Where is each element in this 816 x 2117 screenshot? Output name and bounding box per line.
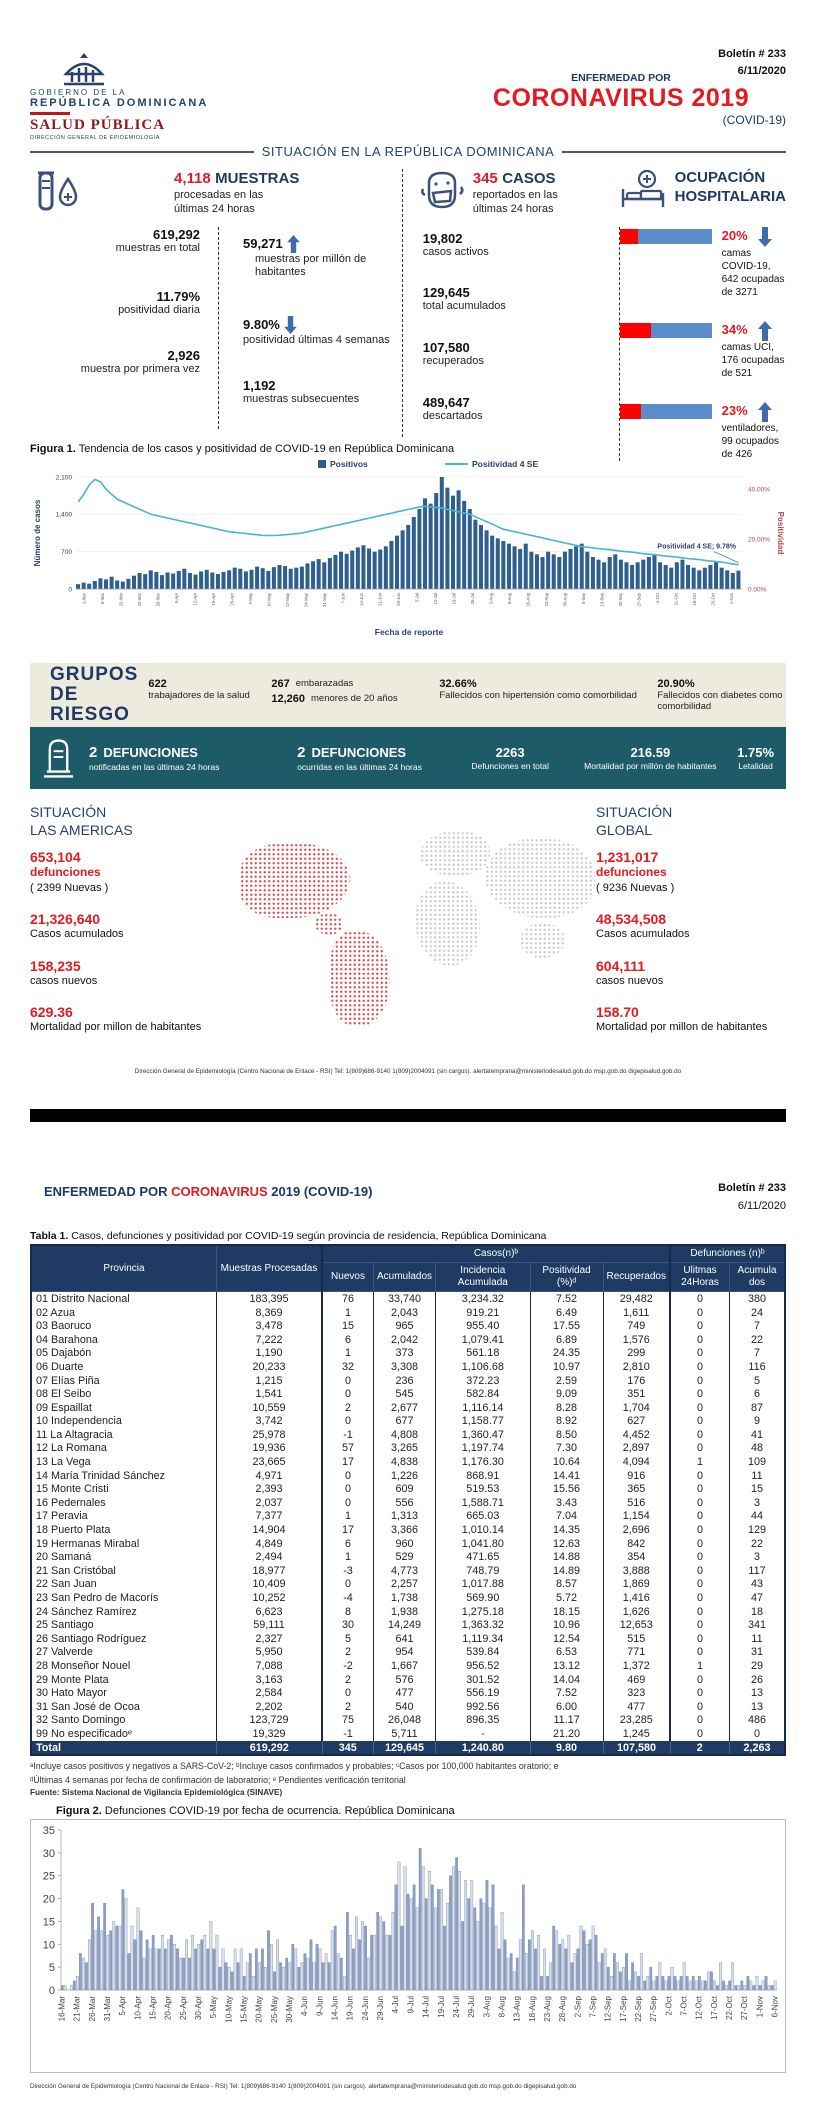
arrow-up-icon [758, 402, 772, 422]
table-row: 99 No especificadoᵉ 19,329 -1 5,711 - 21.20 1,245 0 0 [31, 1727, 785, 1741]
casos-activos-label: casos activos [422, 245, 489, 258]
table-row: 30 Hato Mayor 2,584 0 477 556.19 7.52 323 0 13 [31, 1686, 785, 1700]
svg-text:1-Mar: 1-Mar [81, 593, 87, 604]
page-divider [30, 1109, 786, 1122]
casos-activos-value: 19,802 [422, 230, 463, 246]
page1-header [30, 46, 786, 142]
table-row: 23 San Pedro de Macorís 10,252 -4 1,738 569.90 5.72 1,416 0 47 [31, 1591, 785, 1605]
svg-text:0.00%: 0.00% [748, 586, 767, 594]
svg-text:18-Aug: 18-Aug [527, 1996, 537, 2022]
arrow-up-icon [287, 235, 300, 253]
muestras-left-substats [30, 227, 218, 429]
svg-text:23-Aug: 23-Aug [543, 593, 549, 607]
descartados-label: descartados [422, 409, 483, 422]
table-row: 04 Barahona 7,222 6 2,042 1,079.41 6.89 1,576 0 22 [31, 1333, 785, 1347]
svg-text:12-Jul: 12-Jul [432, 593, 438, 605]
hospital-column [605, 169, 786, 460]
page-2 [0, 1122, 816, 2090]
svg-text:8-Aug: 8-Aug [497, 1996, 507, 2018]
table-row: 17 Peravia 7,377 1 1,313 665.03 7.04 1,154 0 44 [31, 1510, 785, 1524]
svg-text:29-Jul: 29-Jul [467, 1996, 477, 2018]
table-row: 11 La Altagracia 25,978 -1 4,808 1,360.47 8.50 4,452 0 41 [31, 1428, 785, 1442]
casos-column [402, 169, 605, 437]
svg-text:14-Jun: 14-Jun [358, 593, 364, 606]
def-letalidad: 1.75% Letalidad [737, 745, 775, 771]
riesgo-trabajadores: 622 trabajadores de la salud [148, 677, 250, 701]
table-footnotes [30, 1760, 786, 1799]
figura1-caption-text: Tendencia de los casos y positividad de COVID-19 en República Dominicana [75, 443, 455, 455]
table-row: 27 Valverde 5,950 2 954 539.84 6.53 771 0 31 [31, 1646, 785, 1660]
svg-text:4-Oct: 4-Oct [654, 593, 660, 604]
table-row: 03 Baoruco 3,478 15 965 955.40 17.55 749 0 7 [31, 1319, 785, 1333]
svg-text:31-Mar: 31-Mar [103, 1996, 112, 2022]
logo-direccion-general: DIRECCIÓN GENERAL DE EPIDEMIOLOGÍA [30, 135, 160, 141]
situacion-section [30, 803, 786, 1050]
table-row: 02 Azua 8,369 1 2,043 919.21 6.49 1,611 0 24 [31, 1306, 785, 1320]
provincia-table-body [31, 1292, 785, 1756]
svg-text:28-Jun: 28-Jun [395, 593, 401, 606]
world-dot-map [220, 803, 596, 1033]
figura1-caption-bold: Figura 1. [30, 443, 76, 455]
def-ocurridas: 2 DEFUNCIONES ocurridas en las últimas 24 horas [297, 743, 422, 772]
positividad-diaria-value: 11.79% [156, 289, 200, 305]
global-defunciones-value: 1,231,017 [596, 849, 659, 866]
situacion-global: SITUACIÓN GLOBAL 1,231,017 defunciones ( 9236 Nuevas ) 48,534,508 Casos acumulados 604,111 casos nuevos 158.70 Mortalidad por millon de habitantes [596, 803, 786, 1050]
svg-text:25-May: 25-May [269, 1996, 279, 2023]
global-acumulados-value: 48,534,508 [596, 911, 667, 928]
hospital-title-line2: HOSPITALARIA [674, 187, 786, 205]
svg-text:26-Jul: 26-Jul [469, 593, 475, 605]
casos-acumulados-value: 129,645 [422, 285, 470, 301]
table-row: 18 Puerto Plata 14,904 17 3,366 1,010.14 14.35 2,696 0 129 [31, 1523, 785, 1537]
page2-footer: Dirección General de Epidemiología (Centro Nacional de Enlace - RSI) Tel: 1(809)686-9140 1(809)2004091 (sin cargos). alertatemprana@ministeriodesalud.gob.do msp.gob.do digepisalud.gob.do [30, 2083, 577, 2091]
svg-text:3-Aug: 3-Aug [482, 1996, 492, 2018]
camas-covid-label: camas COVID-19, 642 ocupadas de 3271 [721, 248, 785, 298]
subsecuentes-label: muestras subsecuentes [243, 393, 360, 406]
casos-24h-label: reportados en las últimas 24 horas [472, 189, 558, 215]
page2-header [30, 1180, 786, 1224]
muestras-column [30, 169, 402, 437]
svg-text:Positividad 4 SE: Positividad 4 SE [472, 459, 539, 469]
riesgo-diabetes: 20.90% Fallecidos con diabetes como comorbilidad [657, 677, 783, 712]
svg-text:7-Sep: 7-Sep [588, 1996, 598, 2018]
svg-text:9-Jun: 9-Jun [315, 1996, 325, 2017]
table-row: 32 Santo Domingo 123,729 75 26,048 896.35 11.17 23,285 0 486 [31, 1714, 785, 1728]
table-row: 26 Santiago Rodríguez 2,327 5 641 1,119.34 12.54 515 0 11 [31, 1632, 785, 1646]
positividad-4sem-value: 9.80% [243, 317, 280, 333]
tabla1-caption: Tabla 1. Casos, defunciones y positividad por COVID-19 según provincia de residencia, República Dominicana [30, 1230, 547, 1243]
primera-vez-value: 2,926 [167, 348, 200, 363]
mask-face-icon [419, 169, 465, 213]
svg-text:17-Oct: 17-Oct [709, 1996, 719, 2021]
footnote-source: Fuente: Sistema Nacional de Vigilancia Epidemiológica (SINAVE) [30, 1787, 283, 1797]
muestras-right-substats [218, 227, 402, 429]
svg-text:12-Apr: 12-Apr [192, 593, 198, 606]
figura1-chart [30, 457, 786, 657]
svg-text:Fecha de reporte: Fecha de reporte [374, 627, 444, 637]
table-row: 16 Pedernales 2,037 0 556 1,588.71 3.43 516 0 3 [31, 1496, 785, 1510]
svg-text:29-Mar: 29-Mar [155, 593, 161, 607]
svg-text:17-Sep: 17-Sep [618, 1996, 628, 2022]
muestras-total-label: muestras en total [115, 241, 200, 254]
svg-text:10: 10 [42, 1939, 55, 1952]
figura2-caption: Figura 2. Defunciones COVID-19 por fecha de ocurrencia. República Dominicana [56, 1805, 455, 1818]
table-row: 29 Monte Plata 3,163 2 576 301.52 14.04 469 0 26 [31, 1673, 785, 1687]
svg-text:19-Jun: 19-Jun [345, 1996, 355, 2021]
svg-text:2-Oct: 2-Oct [664, 1996, 674, 2016]
table-row: 14 María Trinidad Sánchez 4,971 0 1,226 868.91 14.41 916 0 11 [31, 1469, 785, 1483]
svg-text:12-Oct: 12-Oct [694, 1996, 704, 2021]
figura2-chart [30, 1819, 786, 2073]
americas-defunciones-value: 653,104 [30, 849, 81, 866]
tombstone-icon [42, 737, 75, 779]
svg-text:Positividad: Positividad [776, 511, 785, 555]
svg-text:30: 30 [42, 1847, 55, 1860]
svg-text:Positividad 4 SE; 9.78%: Positividad 4 SE; 9.78% [657, 543, 736, 551]
svg-text:29-Jun: 29-Jun [376, 1996, 386, 2021]
grupos-riesgo-band [30, 663, 786, 727]
svg-text:21-Jun: 21-Jun [377, 593, 383, 606]
disease-title-line3: (COVID-19) [722, 113, 786, 127]
svg-text:27-Sep: 27-Sep [636, 593, 642, 607]
hospital-bar-camas-uci [620, 321, 786, 380]
table-row: 24 Sánchez Ramírez 6,623 8 1,938 1,275.18 18.15 1,626 0 18 [31, 1605, 785, 1619]
svg-text:1-Nov: 1-Nov [728, 593, 734, 605]
primera-vez-label: muestra por primera vez [80, 363, 200, 375]
arrow-up-icon [758, 321, 772, 341]
section-title-rule [30, 144, 786, 159]
riesgo-hipertension: 32.66% Fallecidos con hipertensión como comorbilidad [439, 677, 637, 701]
camas-uci-pct: 34% [721, 321, 748, 337]
americas-acumulados-value: 21,326,640 [30, 911, 101, 928]
svg-text:25: 25 [42, 1870, 55, 1883]
table-row: 21 San Cristóbal 18,977 -3 4,773 748.79 14.89 3,888 0 117 [31, 1564, 785, 1578]
muestras-24h-label: procesadas en las últimas 24 horas [174, 189, 264, 215]
svg-text:27-Oct: 27-Oct [740, 1996, 750, 2021]
svg-text:22-Sep: 22-Sep [634, 1996, 643, 2022]
svg-text:23-Aug: 23-Aug [542, 1996, 552, 2022]
svg-text:13-Sep: 13-Sep [599, 593, 605, 607]
table-total-row: Total 619,292 345 129,645 1,240.80 9.80 107,580 2 2,263 [31, 1741, 785, 1756]
svg-text:26-Mar: 26-Mar [87, 1996, 97, 2022]
svg-text:12-Sep: 12-Sep [603, 1996, 613, 2022]
table-row: 10 Independencia 3,742 0 677 1,158.77 8.92 627 0 9 [31, 1415, 785, 1429]
svg-text:20-May: 20-May [254, 1996, 264, 2023]
svg-text:7-Jun: 7-Jun [340, 593, 346, 604]
svg-text:4-Jun: 4-Jun [300, 1996, 310, 2017]
page2-title: ENFERMEDAD POR CORONAVIRUS 2019 (COVID-19) [44, 1184, 373, 1200]
svg-text:19-Jul: 19-Jul [436, 1996, 446, 2018]
camas-covid-pct: 20% [721, 227, 748, 243]
global-nuevos-value: 604,111 [596, 957, 646, 974]
svg-text:31-May: 31-May [321, 593, 327, 607]
svg-text:2,100: 2,100 [55, 474, 72, 482]
table-row: 15 Monte Cristi 2,393 0 609 519.53 15.56 365 0 15 [31, 1482, 785, 1496]
svg-text:15: 15 [42, 1916, 55, 1929]
svg-text:20-Apr: 20-Apr [163, 1996, 173, 2021]
svg-text:7-Oct: 7-Oct [679, 1996, 689, 2016]
svg-text:25-Apr: 25-Apr [178, 1996, 188, 2021]
svg-text:15-Apr: 15-Apr [148, 1996, 158, 2021]
americas-nuevos-value: 158,235 [30, 957, 81, 974]
provincia-table [30, 1244, 786, 1756]
muestras-millon-value: 59,271 [243, 235, 283, 251]
svg-text:15-May: 15-May [239, 1996, 249, 2023]
casos-word: CASOS [502, 170, 556, 187]
svg-text:19-Apr: 19-Apr [210, 593, 216, 606]
svg-text:27-Sep: 27-Sep [649, 1996, 659, 2022]
table-row: 06 Duarte 20,233 32 3,308 1,106.68 10.97 2,810 0 116 [31, 1360, 785, 1374]
subsecuentes-value: 1,192 [243, 378, 276, 394]
svg-text:20-Sep: 20-Sep [617, 593, 623, 607]
table-row: 31 San José de Ocoa 2,202 2 540 992.56 6.00 477 0 13 [31, 1700, 785, 1714]
riesgo-embarazadas-menores: 267 embarazadas 12,260 menores de 20 años [271, 677, 398, 705]
muestras-millon-label: muestras por millón de habitantes [255, 252, 367, 279]
svg-text:9-Jul: 9-Jul [406, 1996, 416, 2014]
svg-text:9-Aug: 9-Aug [506, 593, 512, 605]
provincia-table-header: Provincia Muestras Procesadas Casos(n)ᵇ Defunciones (n)ᵇ Nuevos Acumulados Incidencia Acumulada Positividad (%)ᵈ Recuperados Ulitmas 24Horas Acumula dos [31, 1245, 785, 1292]
svg-text:15-Mar: 15-Mar [118, 593, 124, 607]
table-row: 07 Elías Piña 1,215 0 236 372.23 2.59 176 0 5 [31, 1374, 785, 1388]
muestras-word: MUESTRAS [215, 170, 300, 187]
muestras-total-value: 619,292 [153, 226, 200, 242]
svg-text:16-Aug: 16-Aug [525, 593, 531, 607]
svg-text:2-Sep: 2-Sep [573, 1996, 583, 2018]
table-row: 19 Hermanas Mirabal 4,849 6 960 1,041.80 12.63 842 0 22 [31, 1537, 785, 1551]
svg-text:30-Apr: 30-Apr [194, 1996, 203, 2021]
national-crest-icon [58, 52, 110, 86]
disease-title [456, 72, 786, 127]
svg-text:700: 700 [61, 548, 72, 556]
casos-24h-value: 345 [472, 170, 498, 187]
logo-underline [30, 112, 70, 115]
arrow-down-icon [284, 316, 297, 334]
svg-text:5-Jul: 5-Jul [414, 593, 420, 603]
table-row: 08 El Seibo 1,541 0 545 582.84 9.09 351 0 6 [31, 1387, 785, 1401]
svg-text:8-Mar: 8-Mar [99, 593, 105, 604]
arrow-down-icon [758, 227, 772, 247]
test-tube-icon [30, 169, 82, 215]
svg-text:18-Oct: 18-Oct [691, 593, 697, 606]
occupancy-bar [620, 404, 712, 419]
table-row: 22 San Juan 10,409 0 2,257 1,017.88 8.57 1,869 0 43 [31, 1578, 785, 1592]
svg-text:3-May: 3-May [247, 593, 253, 605]
table-row: 20 Samaná 2,494 1 529 471.65 14.88 354 0 3 [31, 1550, 785, 1564]
svg-text:24-May: 24-May [303, 593, 309, 607]
table-row: 01 Distrito Nacional 183,395 76 33,740 3,234.32 7.52 29,482 0 380 [31, 1292, 785, 1306]
svg-text:5: 5 [48, 1962, 55, 1975]
table-row: 12 La Romana 19,936 57 3,265 1,197.74 7.30 2,897 0 48 [31, 1442, 785, 1456]
svg-text:10-May: 10-May [224, 1996, 234, 2023]
disease-title-line1: ENFERMEDAD POR [571, 72, 671, 84]
svg-text:28-Aug: 28-Aug [558, 1996, 568, 2022]
svg-text:0: 0 [48, 1985, 55, 1998]
section-title: SITUACIÓN EN LA REPÚBLICA DOMINICANA [261, 144, 555, 159]
hospital-title-line1: OCUPACIÓN [674, 169, 766, 186]
page2-bulletin: Boletín # 233 6/11/2020 [718, 1182, 786, 1212]
svg-text:10-May: 10-May [266, 593, 272, 607]
svg-text:14-Jul: 14-Jul [421, 1996, 431, 2018]
ventiladores-label: ventiladores, 99 ocupados de 426 [721, 423, 779, 460]
positividad-4sem-label: positividad últimas 4 semanas [243, 334, 390, 347]
svg-text:22-Oct: 22-Oct [725, 1996, 734, 2021]
table-row: 05 Dajabón 1,190 1 373 561.18 24.35 299 0 7 [31, 1347, 785, 1361]
camas-uci-label: camas UCI, 176 ocupadas de 521 [721, 342, 785, 379]
svg-text:19-Jul: 19-Jul [451, 593, 457, 605]
table-row: 13 La Vega 23,665 17 4,838 1,176.30 10.64 4,094 1 109 [31, 1455, 785, 1469]
svg-text:5-May: 5-May [209, 1996, 219, 2019]
svg-text:24-Jun: 24-Jun [360, 1996, 370, 2021]
svg-text:17-May: 17-May [284, 593, 290, 607]
svg-text:20.00%: 20.00% [748, 536, 771, 544]
casos-acumulados-label: total acumulados [422, 300, 506, 313]
svg-text:Positivos: Positivos [330, 459, 368, 469]
global-mortalidad-value: 158.70 [596, 1003, 639, 1020]
svg-text:1,400: 1,400 [55, 511, 72, 519]
muestras-24h-value: 4,118 [174, 170, 211, 187]
page1-footer: Dirección General de Epidemiología (Centro Nacional de Enlace - RSI) Tel: 1(809)686-9140 1(809)2004091 (sin cargos). alertatemprana@ministeriodesalud.gob.do msp.gob.do digepisalud.gob.do [134, 1068, 682, 1076]
svg-text:6-Nov: 6-Nov [770, 1996, 780, 2018]
svg-text:6-Sep: 6-Sep [580, 593, 586, 605]
americas-mortalidad-value: 629.36 [30, 1003, 73, 1020]
table-row: 09 Espaillat 10,559 2 2,677 1,116.14 8.28 1,704 0 87 [31, 1401, 785, 1415]
svg-text:Número de casos: Número de casos [33, 499, 42, 567]
svg-text:24-Jul: 24-Jul [451, 1996, 461, 2018]
ventiladores-pct: 23% [721, 402, 748, 418]
svg-text:2-Aug: 2-Aug [488, 593, 494, 605]
svg-text:0: 0 [68, 586, 72, 594]
svg-text:40.00%: 40.00% [748, 486, 771, 494]
descartados-value: 489,647 [422, 394, 470, 410]
recuperados-value: 107,580 [422, 340, 470, 355]
svg-text:30-Aug: 30-Aug [562, 593, 568, 607]
svg-text:25-Oct: 25-Oct [710, 593, 716, 606]
logo-salud-publica: SALUD PÚBLICA [30, 117, 166, 133]
hospital-bar-camas-covid [620, 227, 786, 299]
def-notificadas: 2 DEFUNCIONES notificadas en las últimas 24 horas [89, 743, 220, 772]
footnote-1: ᵃIncluye casos positivos y negativos a SARS-CoV-2; ᵇIncluye casos confirmados y probables; ᶜCasos por 100,000 habitantes oratorio; e [30, 1761, 559, 1772]
bulletin-number: Boletín # 233 [718, 48, 786, 60]
government-logo [30, 52, 280, 141]
svg-text:22-Mar: 22-Mar [136, 593, 142, 607]
svg-text:5-Apr: 5-Apr [118, 1996, 128, 2016]
svg-text:11-Oct: 11-Oct [673, 593, 679, 606]
disease-title-line2: CORONAVIRUS 2019 [492, 84, 750, 112]
positividad-diaria-label: positividad diaria [118, 304, 200, 317]
svg-text:1-Nov: 1-Nov [755, 1996, 765, 2018]
bulletin-date: 6/11/2020 [737, 64, 786, 77]
svg-text:30-May: 30-May [285, 1996, 295, 2023]
svg-text:35: 35 [42, 1825, 55, 1838]
occupancy-bar [620, 229, 712, 244]
footnote-2: ᵈÚltimas 4 semanas por fecha de confirmación de laboratorio; ᵉ Pendientes verificación territorial [30, 1774, 406, 1785]
svg-text:13-Aug: 13-Aug [512, 1996, 522, 2022]
svg-text:16-Mar: 16-Mar [57, 1996, 67, 2022]
svg-text:10-Apr: 10-Apr [133, 1996, 143, 2021]
def-total: 2263 Defunciones en total [471, 745, 549, 771]
defunciones-band [30, 727, 786, 789]
hospital-bar-ventiladores [620, 402, 786, 461]
recuperados-label: recuperados [422, 355, 484, 367]
logo-government-text: GOBIERNO DE LA [30, 88, 127, 97]
logo-republic-text: REPÚBLICA DOMINICANA [30, 97, 209, 109]
hospital-bed-icon [619, 169, 667, 211]
grupos-riesgo-title: GRUPOS DE RIESGO [50, 664, 139, 725]
def-mortalidad: 216.59 Mortalidad por millón de habitantes [584, 745, 717, 771]
svg-text:26-Apr: 26-Apr [229, 593, 235, 606]
svg-text:4-Jul: 4-Jul [391, 1996, 401, 2014]
occupancy-bar [620, 323, 712, 338]
table-row: 28 Monseñor Nouel 7,088 -2 1,667 956.52 13.12 1,372 1 29 [31, 1659, 785, 1673]
svg-text:5-Apr: 5-Apr [173, 593, 179, 604]
svg-text:14-Jun: 14-Jun [330, 1996, 340, 2021]
svg-text:20: 20 [42, 1893, 55, 1906]
situacion-americas: SITUACIÓN LAS AMERICAS 653,104 defunciones ( 2399 Nuevas ) 21,326,640 Casos acumulados 158,235 casos nuevos 629.36 Mortalidad por millon de habitantes [30, 803, 220, 1050]
svg-text:21-Mar: 21-Mar [72, 1996, 82, 2022]
table-row: 25 Santiago 59,111 30 14,249 1,363.32 10.96 12,653 0 341 [31, 1618, 785, 1632]
